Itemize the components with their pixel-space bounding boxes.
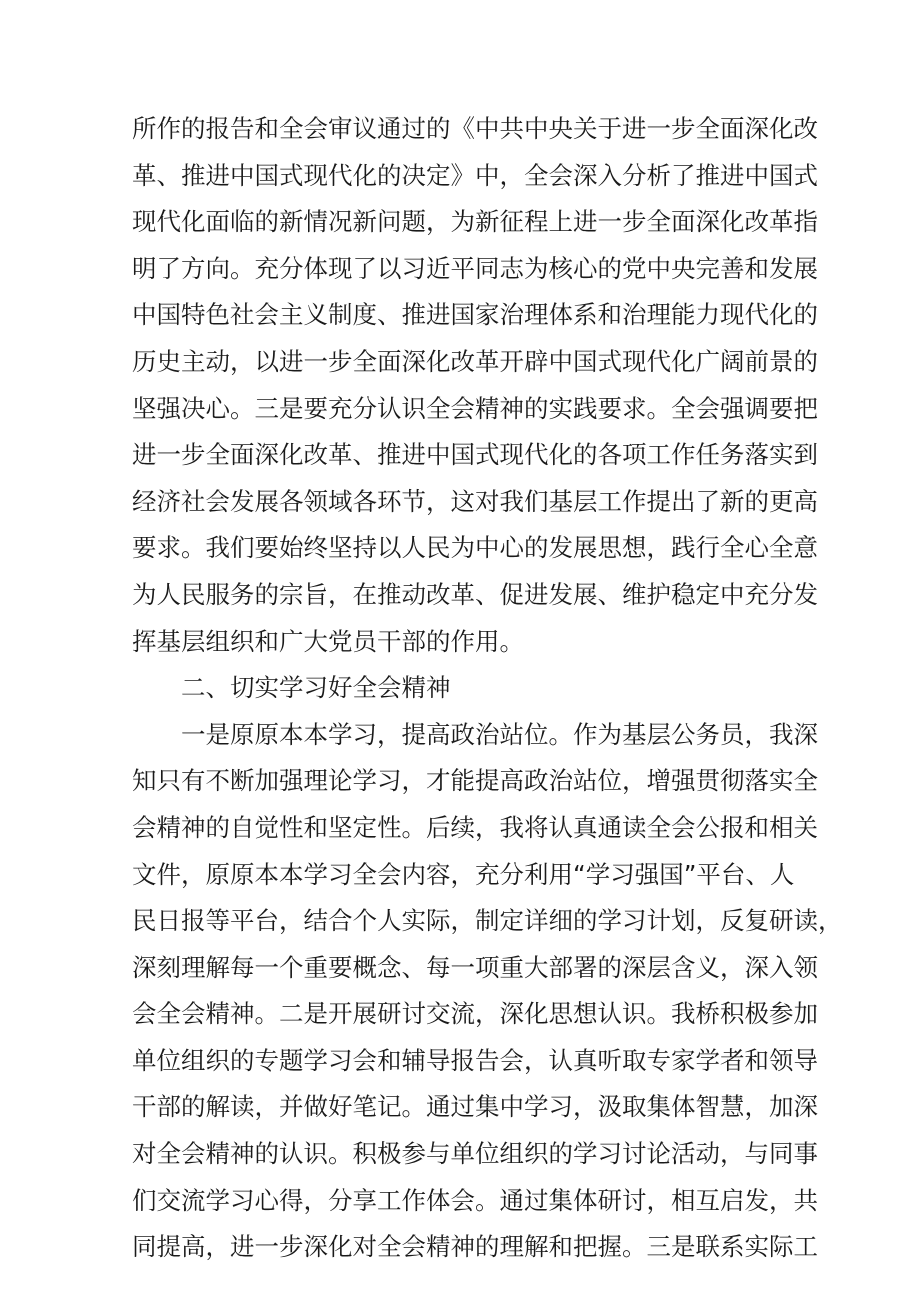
text-line: 民日报等平台，结合个人实际，制定详细的学习计划，反复研读， (132, 906, 843, 936)
text-line: 干部的解读，并做好笔记。通过集中学习，汲取集体智慧，加深 (132, 1092, 818, 1122)
text-line: 会全会精神。二是开展研讨交流，深化思想认识。我桥积极参加 (132, 999, 818, 1029)
text-line: 坚强决心。三是要充分认识全会精神的实践要求。全会强调要把 (132, 393, 818, 423)
paragraph-end-line: 挥基层组织和广大党员干部的作用。 (132, 626, 524, 656)
body-text (132, 106, 843, 1271)
text-line: 进一步全面深化改革、推进中国式现代化的各项工作任务落实到 (132, 440, 818, 470)
text-line: 经济社会发展各领域各环节，这对我们基层工作提出了新的更高 (132, 486, 818, 516)
text-line: 文件，原原本本学习全会内容，充分利用“学习强国”平台、人 (132, 859, 795, 889)
text-line: 为人民服务的宗旨，在推动改革、促进发展、维护稳定中充分发 (132, 579, 818, 609)
text-line: 同提高，进一步深化对全会精神的理解和把握。三是联系实际工 (132, 1232, 818, 1262)
text-line: 革、推进中国式现代化的决定》中，全会深入分析了推进中国式 (132, 160, 818, 190)
text-line: 知只有不断加强理论学习，才能提高政治站位，增强贯彻落实全 (132, 766, 818, 796)
section-heading: 二、切实学习好全会精神 (181, 673, 451, 703)
text-line: 历史主动，以进一步全面深化改革开辟中国式现代化广阔前景的 (132, 346, 818, 376)
text-line: 们交流学习心得，分享工作体会。通过集体研讨，相互启发，共 (132, 1185, 818, 1215)
text-line: 对全会精神的认识。积极参与单位组织的学习讨论活动，与同事 (132, 1139, 818, 1169)
text-line: 现代化面临的新情况新问题，为新征程上进一步全面深化改革指 (132, 207, 818, 237)
text-line: 单位组织的专题学习会和辅导报告会，认真听取专家学者和领导 (132, 1045, 818, 1075)
text-line: 中国特色社会主义制度、推进国家治理体系和治理能力现代化的 (132, 300, 818, 330)
text-line: 所作的报告和全会审议通过的《中共中央关于进一步全面深化改 (132, 114, 818, 143)
paragraph-first-line: 一是原原本本学习，提高政治站位。作为基层公务员，我深 (181, 719, 818, 749)
text-line: 要求。我们要始终坚持以人民为中心的发展思想，践行全心全意 (132, 533, 818, 563)
text-line: 会精神的自觉性和坚定性。后续，我将认真通读全会公报和相关 (132, 812, 818, 842)
text-line: 明了方向。充分体现了以习近平同志为核心的党中央完善和发展 (132, 253, 818, 283)
text-line: 深刻理解每一个重要概念、每一项重大部署的深层含义，深入领 (132, 952, 818, 982)
